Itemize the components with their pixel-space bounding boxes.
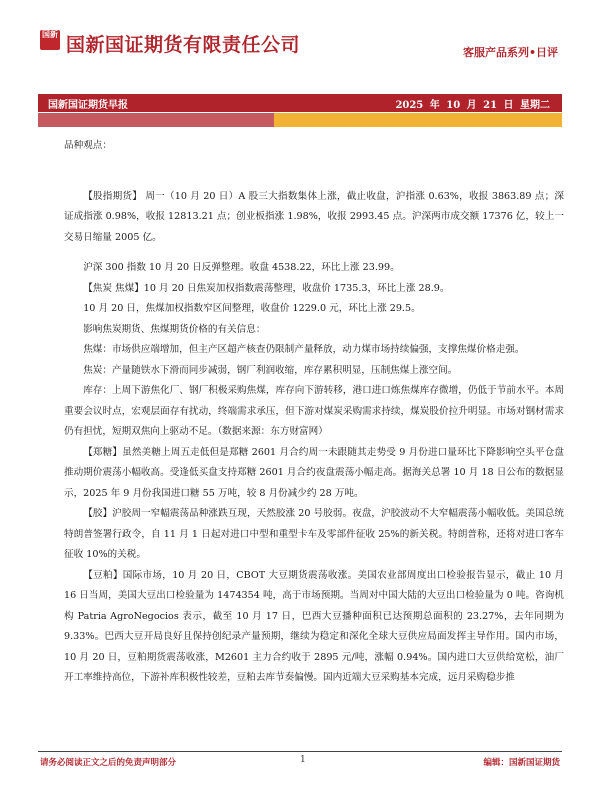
paragraph-soymeal: 【豆粕】国际市场，10 月 20 日，CBOT 大豆期货震荡收涨。美国农业部周度出口检验报告显示，截止 10 月 16 日当周，美国大豆出口检验量为 1474354 吨，高于市场预期。当周对中国大陆的大豆出口检验量为 0 吨。咨询机构 Patria AgroNegocios 表示，截至 10 月 17 日，巴西大豆播种面积已达预期总面积的 23.27%，去年同期为 9.33%。巴西大豆开局良好且保持创纪录产量预期，继续为稳定和深化全球大豆供应局面发挥主导作用。国内市场，10 月 20 日，豆粕期货震荡收涨，M2601 主力合约收于 2895 元/吨，涨幅 0.94%。国内进口大豆供给宽松，油厂开工率维持高位，下游补库积极性较差，豆粕去库节奏偏慢。国内近端大豆采购基本完成，远月采购稳步推 — [64, 569, 564, 683]
paragraph-coal-supply: 焦煤：市场供应端增加，但主产区超产核查仍限制产量释放，动力煤市场持续偏强，支撑焦煤价格走强。 — [83, 344, 525, 355]
intro-heading: 品种观点： — [64, 140, 112, 151]
page-number: 1 — [300, 755, 306, 765]
report-date: 2025 年 10 月 21 日 星期二 — [395, 100, 550, 111]
page-header — [0, 0, 600, 95]
report-body — [64, 136, 564, 689]
series-label: 客服产品系列•日评 — [462, 46, 558, 59]
report-banner — [38, 94, 562, 112]
company-logo: 国新 — [40, 30, 60, 50]
footer-divider — [38, 751, 562, 752]
accent-bar-yellow — [274, 113, 562, 127]
paragraph-rubber: 【胶】沪胶周一窄幅震荡品种涨跌互现，天然胶涨 20 号胶弱。夜盘，沪胶波动不大窄幅震荡小幅收低。美国总统特朗普签署行政令，自 11 月 1 日起对进口中型和重型卡车及零部件征收 25%的新关税。特朗普称，还将对进口客车征收 10%的关税。 — [64, 508, 564, 560]
report-title: 国新国证期货早报 — [48, 100, 128, 111]
footer-disclaimer: 请务必阅读正文之后的免责声明部分 — [40, 758, 177, 768]
company-name: 国新国证期货有限责任公司 — [66, 34, 301, 56]
paragraph-coke-output: 焦炭：产量随铁水下滑而同步减弱，钢厂利润收缩，库存累积明显，压制焦煤上涨空间。 — [83, 364, 458, 376]
paragraph-hs300: 沪深 300 指数 10 月 20 日反弹整理。收盘 4538.22，环比上涨 23.99。 — [83, 262, 400, 273]
paragraph-sugar: 【郑糖】虽然美糖上周五走低但是郑糖 2601 月合约周一未跟随其走势受 9 月份进口量环比下降影响空头平仓盘推动期价震荡小幅收高。受逢低买盘支持郑糖 2601 月合约夜盘震荡小幅走高。据海关总署 10 月 18 日公布的数据显示，2025 年 9 月份我国进口糖 55 万吨，较 8 月份减少约 28 万吨。 — [64, 446, 564, 499]
paragraph-info-heading: 影响焦炭期货、焦煤期货价格的有关信息： — [83, 323, 266, 335]
paragraph-stock-index: 【股指期货】 周一（10 月 20 日）A 股三大指数集体上涨，截止收盘，沪指涨 0.63%，收报 3863.89 点；深证成指涨 0.98%，收报 12813.21 点；创业板指涨 1.98%，收报 2993.45 点。沪深两市成交额 17376 亿，较上一交易日缩量 2005 亿。 — [64, 190, 564, 243]
paragraph-coke: 【焦炭 焦煤】10 月 20 日焦炭加权指数震荡整理，收盘价 1735.3，环比上涨 28.9。 — [83, 282, 450, 294]
accent-bar-red — [38, 113, 274, 127]
accent-bar — [38, 113, 562, 127]
footer-editor: 编辑：国新国证期货 — [483, 758, 560, 768]
paragraph-inventory: 库存：上周下游焦化厂、钢厂积极采购焦煤，库存向下游转移，港口进口炼焦煤库存微增，仍低于节前水平。本周重要会议时点，宏观层面存有扰动，终端需求承压，但下游对煤炭采购需求持续，煤炭股价拉升明显。市场对钢材需求仍有担忧，短期双焦向上驱动不足。（数据来源：东方财富网） — [64, 385, 564, 437]
paragraph-coking-coal: 10 月 20 日，焦煤加权指数窄区间整理，收盘价 1229.0 元，环比上涨 29.5。 — [83, 303, 421, 314]
